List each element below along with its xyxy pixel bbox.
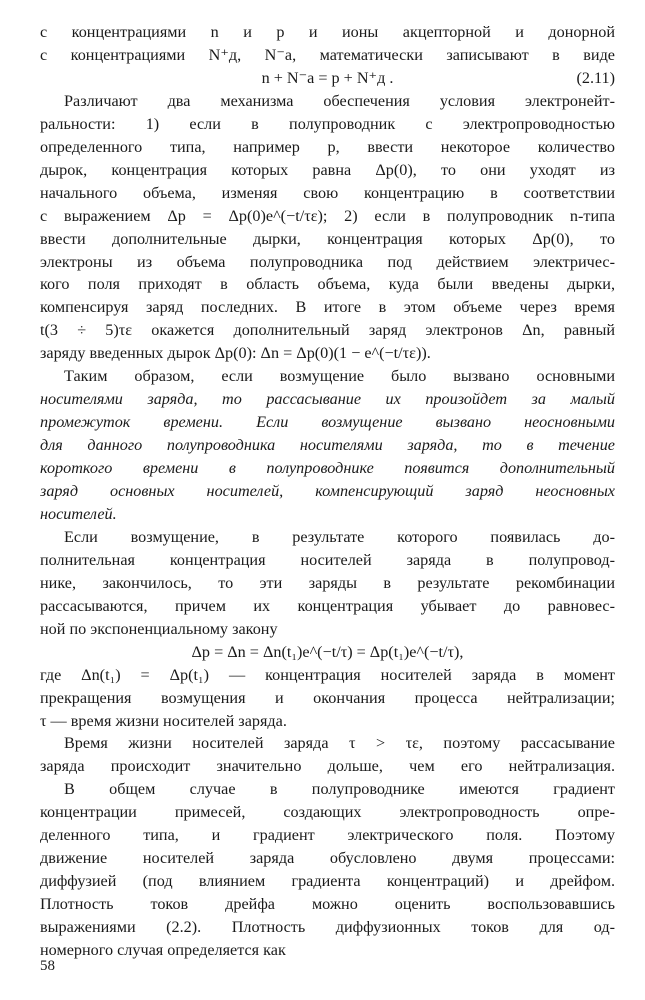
text-line: движение носителей заряда обусловлено двумя процессами: (40, 849, 615, 867)
text-line: номерного случая определяется как (40, 941, 286, 959)
text-line: заряду введенных дырок Δp(0): Δn = Δp(0)(1 − e^(−t/τε)). (40, 344, 431, 362)
text-line-italic: короткого времени в полупроводнике появится дополнительный (40, 459, 615, 477)
text-line: начального объема, изменяя свою концентрацию в соответствии (40, 184, 615, 202)
text-line-italic: заряд основных носителей, компенсирующий заряд неосновных (40, 482, 615, 500)
equation-number: (2.11) (576, 69, 615, 87)
text-line: прекращения возмущения и окончания процесса нейтрализации; (40, 689, 615, 707)
text-line: Таким образом, если возмущение было вызвано основными (64, 367, 615, 385)
text-line: с концентрациями n и p и ионы акцепторной и донорной (40, 23, 615, 41)
text-line-italic: носителями заряда, то рассасывание их произойдет за малый (40, 390, 615, 408)
text-line: заряда происходит значительно дольше, чем его нейтрализация. (40, 757, 615, 775)
text-line: В общем случае в полупроводнике имеются градиент (64, 780, 615, 798)
page-number: 58 (40, 958, 55, 974)
text-line: Различают два механизма обеспечения условия электронейт- (64, 92, 615, 110)
text-line-italic: для данного полупроводника носителями заряда, то в течение (40, 436, 615, 454)
text-line: Время жизни носителей заряда τ > τε, поэтому рассасывание (64, 734, 615, 752)
text-line: с выражением Δp = Δp(0)e^(−t/τε); 2) если в полупроводник n-типа (40, 207, 615, 225)
text-line: полнительная концентрация носителей заряда в полупровод- (40, 551, 615, 569)
text-line-italic: носителей. (40, 505, 117, 523)
text-line: рассасываются, причем их концентрация убывает до равновес- (40, 597, 615, 615)
text-line: концентрации примесей, создающих электропроводность опре- (40, 803, 615, 821)
text-line: ввести дополнительные дырки, концентрация которых Δp(0), то (40, 230, 615, 248)
text-line: дырок, концентрация которых равна Δp(0), то они уходят из (40, 161, 615, 179)
equation-2-11: n + N⁻а = p + N⁺д . (261, 69, 394, 87)
text-line: ной по экспоненциальному закону (40, 620, 278, 638)
text-line: определенного типа, например p, ввести некоторое количество (40, 138, 615, 156)
text-line: Если возмущение, в результате которого появилась до- (64, 528, 615, 546)
text-line: нике, закончилось, то эти заряды в результате рекомбинации (40, 574, 615, 592)
text-line: выражениями (2.2). Плотность диффузионных токов для од- (40, 918, 615, 936)
text-line-italic: промежуток времени. Если возмущение вызвано неосновными (40, 413, 615, 431)
text-line: деленного типа, и градиент электрического поля. Поэтому (40, 826, 615, 844)
equation-decay: Δp = Δn = Δn(t₁)e^(−t/τ) = Δp(t₁)e^(−t/τ), (191, 643, 464, 661)
text-line: ральности: 1) если в полупроводник с электропроводностью (40, 115, 615, 133)
text-line: с концентрациями N⁺д, N⁻а, математически записывают в виде (40, 46, 615, 64)
text-line: t(3 ÷ 5)τε окажется дополнительный заряд электронов Δn, равный (40, 321, 615, 339)
text-line: τ — время жизни носителей заряда. (40, 712, 287, 730)
text-line: компенсируя заряд последних. В итоге в этом объеме через время (40, 298, 615, 316)
text-line: где Δn(t₁) = Δp(t₁) — концентрация носителей заряда в момент (40, 666, 615, 684)
text-line: Плотность токов дрейфа можно оценить воспользовавшись (40, 895, 615, 913)
text-line: электроны из объема полупроводника под действием электричес- (40, 253, 615, 271)
text-line: кого поля приходят в область объема, куда были введены дырки, (40, 275, 615, 293)
text-line: диффузией (под влиянием градиента концентраций) и дрейфом. (40, 872, 615, 890)
